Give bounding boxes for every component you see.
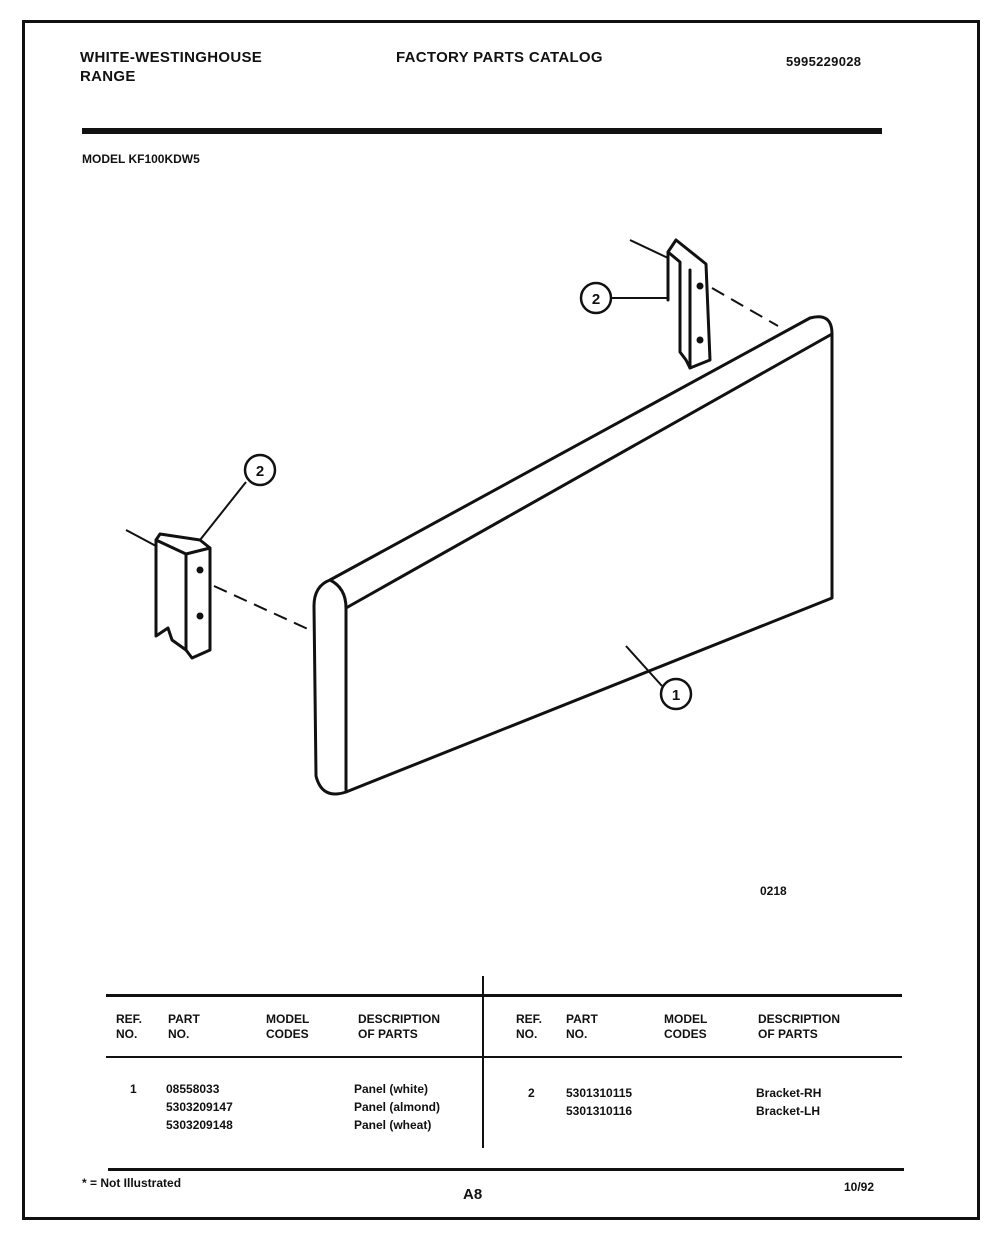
table-row-desc: Panel (almond)	[354, 1100, 441, 1114]
bracket-lh	[156, 534, 210, 658]
header-model-codes: MODEL CODES	[664, 1012, 708, 1041]
header-part-no: PART NO.	[168, 1012, 200, 1041]
table-row-desc: Bracket-RH	[756, 1086, 822, 1100]
table-row-ref: 2	[528, 1086, 535, 1100]
table-row-part: 08558033	[166, 1082, 220, 1096]
figure-code: 0218	[760, 884, 787, 898]
header-part-no: PART NO.	[566, 1012, 598, 1041]
header-model-codes: MODEL CODES	[266, 1012, 310, 1041]
table-top-rule	[106, 994, 902, 997]
table-row-desc: Panel (wheat)	[354, 1118, 432, 1132]
dashed-assembly-line	[214, 586, 310, 630]
document-number: 5995229028	[786, 54, 862, 69]
table-column-divider	[482, 976, 484, 1148]
header-description: DESCRIPTION OF PARTS	[758, 1012, 841, 1041]
table-row-part: 5301310116	[566, 1104, 633, 1118]
callout-number: 1	[671, 687, 681, 704]
table-row-part: 5303209148	[166, 1118, 233, 1132]
table-row-desc: Panel (white)	[354, 1082, 429, 1096]
table-row-part: 5301310115	[566, 1086, 633, 1100]
model-label: MODEL KF100KDW5	[82, 152, 200, 166]
callout-number: 2	[255, 463, 265, 480]
page-number: A8	[463, 1186, 483, 1203]
header-ref-no: REF. NO.	[516, 1012, 543, 1041]
table-header-rule	[106, 1056, 902, 1058]
header-description: DESCRIPTION OF PARTS	[358, 1012, 441, 1041]
brand-line-2: RANGE	[80, 68, 136, 85]
brand-line-1: WHITE-WESTINGHOUSE	[80, 49, 263, 66]
bracket-rh	[668, 240, 710, 368]
revision-date: 10/92	[844, 1180, 875, 1194]
header-ref-no: REF. NO.	[116, 1012, 143, 1041]
table-row-part: 5303209147	[166, 1100, 233, 1114]
table-row-desc: Bracket-LH	[756, 1104, 821, 1118]
dashed-assembly-line	[712, 288, 778, 326]
not-illustrated-note: * = Not Illustrated	[82, 1176, 182, 1190]
panel-part	[314, 317, 832, 794]
callout-leader	[626, 646, 662, 686]
leader-line	[630, 240, 668, 258]
table-bottom-rule	[108, 1168, 904, 1171]
catalog-title: FACTORY PARTS CATALOG	[396, 49, 603, 66]
callout-number: 2	[591, 291, 601, 308]
callout-leader	[200, 482, 246, 540]
table-row-ref: 1	[130, 1082, 137, 1096]
leader-line	[126, 530, 156, 546]
